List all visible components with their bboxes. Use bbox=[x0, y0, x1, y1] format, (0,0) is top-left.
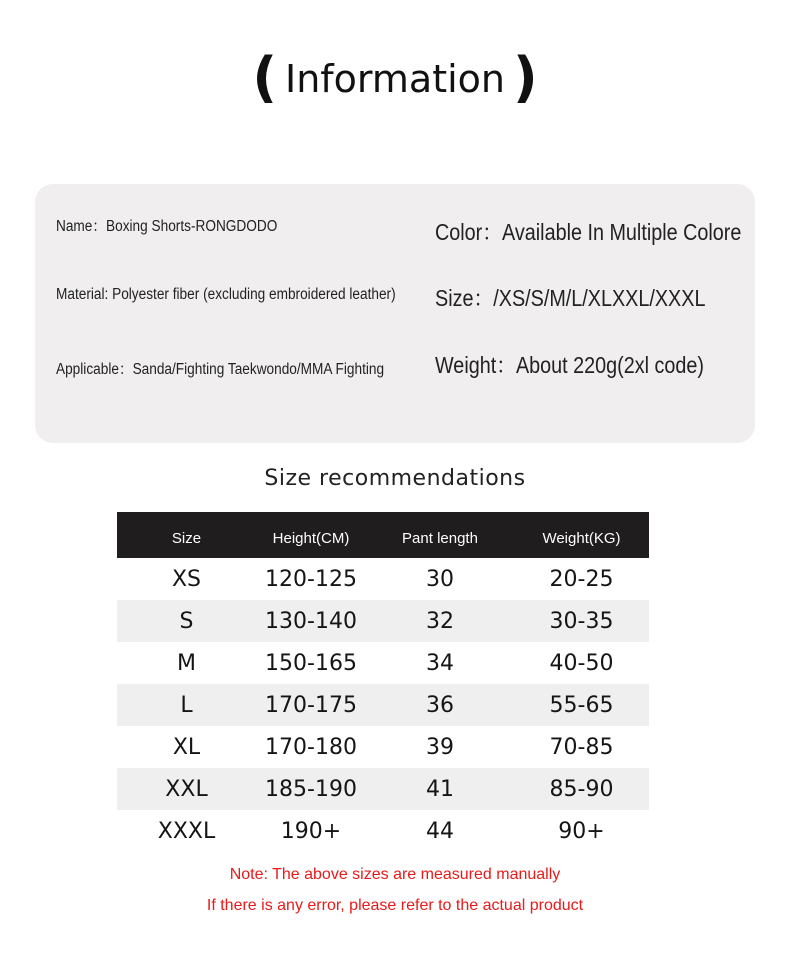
size-table-header bbox=[117, 512, 649, 558]
column-header: Weight(KG) bbox=[514, 512, 649, 558]
cell-height: 170-175 bbox=[256, 684, 366, 726]
cell-size: S bbox=[117, 600, 256, 642]
info-color: Color：Available In Multiple Colore bbox=[435, 219, 742, 245]
cell-size: XS bbox=[171, 566, 202, 592]
cell-height: 190+ bbox=[280, 818, 342, 844]
column-header: Size bbox=[117, 512, 256, 558]
info-card bbox=[35, 184, 755, 443]
column-header: Height(CM) bbox=[256, 512, 366, 558]
cell-weight: 70-85 bbox=[549, 734, 614, 760]
table-row bbox=[117, 810, 649, 852]
cell-height: 130-140 bbox=[256, 600, 366, 642]
table-row bbox=[117, 726, 649, 768]
cell-height: 120-125 bbox=[265, 566, 357, 592]
cell-size: XXXL bbox=[157, 818, 216, 844]
info-applicable: Applicable：Sanda/Fighting Taekwondo/MMA Fighting bbox=[56, 361, 385, 378]
cell-weight: 90+ bbox=[558, 818, 605, 844]
page-title bbox=[0, 48, 790, 109]
cell-weight: 40-50 bbox=[549, 650, 614, 676]
cell-weight: 20-25 bbox=[549, 566, 614, 592]
note-line-2: If there is any error, please refer to the actual product bbox=[206, 897, 584, 914]
cell-size: XXL bbox=[117, 768, 256, 810]
cell-size: XL bbox=[172, 734, 201, 760]
cell-pant-length: 36 bbox=[366, 684, 514, 726]
size-heading: Size recommendations bbox=[264, 466, 526, 491]
cell-weight: 30-35 bbox=[514, 600, 649, 642]
note-line-1: Note: The above sizes are measured manually bbox=[229, 866, 561, 883]
cell-pant-length: 34 bbox=[426, 650, 454, 676]
cell-weight: 55-65 bbox=[514, 684, 649, 726]
info-material: Material: Polyester fiber (excluding embroidered leather) bbox=[56, 286, 396, 303]
cell-pant-length: 44 bbox=[426, 818, 454, 844]
cell-height: 150-165 bbox=[265, 650, 357, 676]
table-row bbox=[117, 642, 649, 684]
cell-size: M bbox=[177, 650, 196, 676]
cell-pant-length: 32 bbox=[366, 600, 514, 642]
cell-height: 185-190 bbox=[256, 768, 366, 810]
cell-weight: 85-90 bbox=[514, 768, 649, 810]
title-close-bracket: ) bbox=[512, 46, 538, 109]
size-table bbox=[117, 512, 649, 852]
table-row bbox=[117, 600, 649, 642]
cell-pant-length: 30 bbox=[426, 566, 454, 592]
title-open-bracket: ( bbox=[252, 46, 278, 109]
cell-pant-length: 41 bbox=[366, 768, 514, 810]
info-size: Size：/XS/S/M/L/XLXXL/XXXL bbox=[435, 285, 706, 311]
info-name: Name：Boxing Shorts-RONGDODO bbox=[56, 218, 278, 235]
title-text: Information bbox=[285, 57, 505, 101]
cell-pant-length: 39 bbox=[426, 734, 454, 760]
table-row bbox=[117, 768, 649, 810]
table-row bbox=[117, 684, 649, 726]
table-row bbox=[117, 558, 649, 600]
cell-height: 170-180 bbox=[265, 734, 357, 760]
column-header: Pant length bbox=[366, 512, 514, 558]
info-weight: Weight：About 220g(2xl code) bbox=[435, 352, 705, 378]
cell-size: L bbox=[117, 684, 256, 726]
